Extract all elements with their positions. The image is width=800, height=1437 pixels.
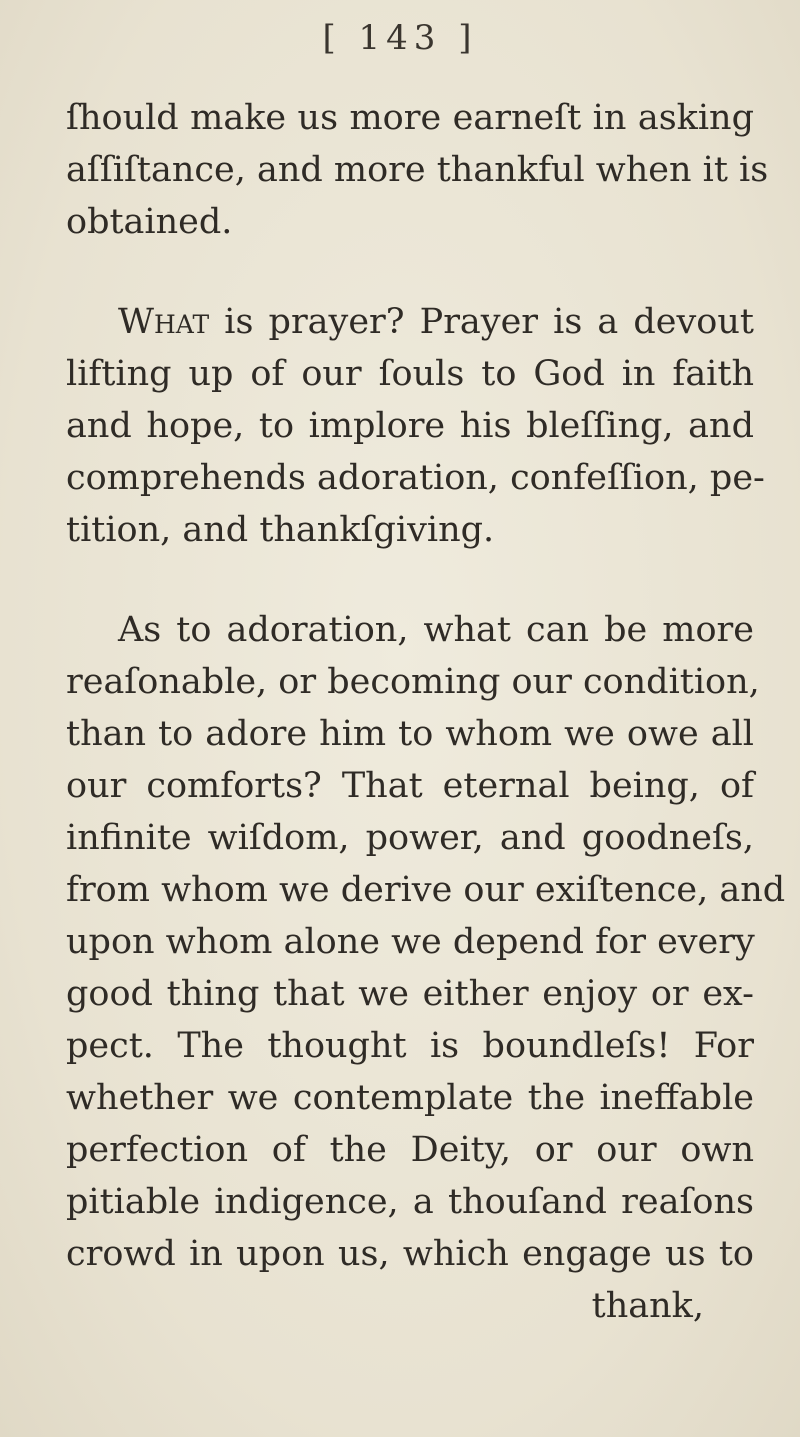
text-line: our comforts? That eternal being, of bbox=[66, 766, 754, 806]
text-line: whether we contemplate the ineffable bbox=[66, 1078, 754, 1118]
text-line: obtained. bbox=[66, 202, 233, 242]
paragraph-2 bbox=[66, 296, 765, 556]
text-line: tition, and thankſgiving. bbox=[66, 510, 495, 550]
paragraph-3 bbox=[66, 604, 786, 1280]
paragraph-1 bbox=[66, 92, 769, 248]
lead-word: What bbox=[118, 302, 210, 342]
text-line: crowd in upon us, which engage us to bbox=[66, 1234, 754, 1274]
catchword: thank, bbox=[591, 1286, 704, 1326]
text-line: infinite wiſdom, power, and goodneſs, bbox=[66, 818, 754, 858]
text-line: and hope, to implore his bleſſing, and bbox=[66, 406, 754, 446]
text-line: from whom we derive our exiſtence, and bbox=[66, 870, 786, 910]
text-line: lifting up of our ſouls to God in faith bbox=[66, 354, 754, 394]
text-line: aſſiſtance, and more thankful when it is bbox=[66, 150, 769, 190]
text-line: comprehends adoration, confeſſion, pe- bbox=[66, 458, 765, 498]
text-line: upon whom alone we depend for every bbox=[66, 922, 755, 962]
page-number: [ 143 ] bbox=[322, 18, 478, 58]
text-span: is prayer? Prayer is a devout bbox=[224, 302, 754, 342]
text-line: good thing that we either enjoy or ex- bbox=[66, 974, 754, 1014]
text-line: pitiable indigence, a thouſand reaſons bbox=[66, 1182, 754, 1222]
text-line: As to adoration, what can be more bbox=[118, 610, 754, 650]
text-line: pect. The thought is boundleſs! For bbox=[66, 1026, 754, 1066]
text-line: perfection of the Deity, or our own bbox=[66, 1130, 754, 1170]
text-line: reaſonable, or becoming our condition, bbox=[66, 662, 760, 702]
text-line bbox=[66, 296, 754, 348]
page-text bbox=[66, 92, 786, 1332]
text-line: ſhould make us more earneſt in asking bbox=[66, 98, 754, 138]
text-line: than to adore him to whom we owe all bbox=[66, 714, 754, 754]
